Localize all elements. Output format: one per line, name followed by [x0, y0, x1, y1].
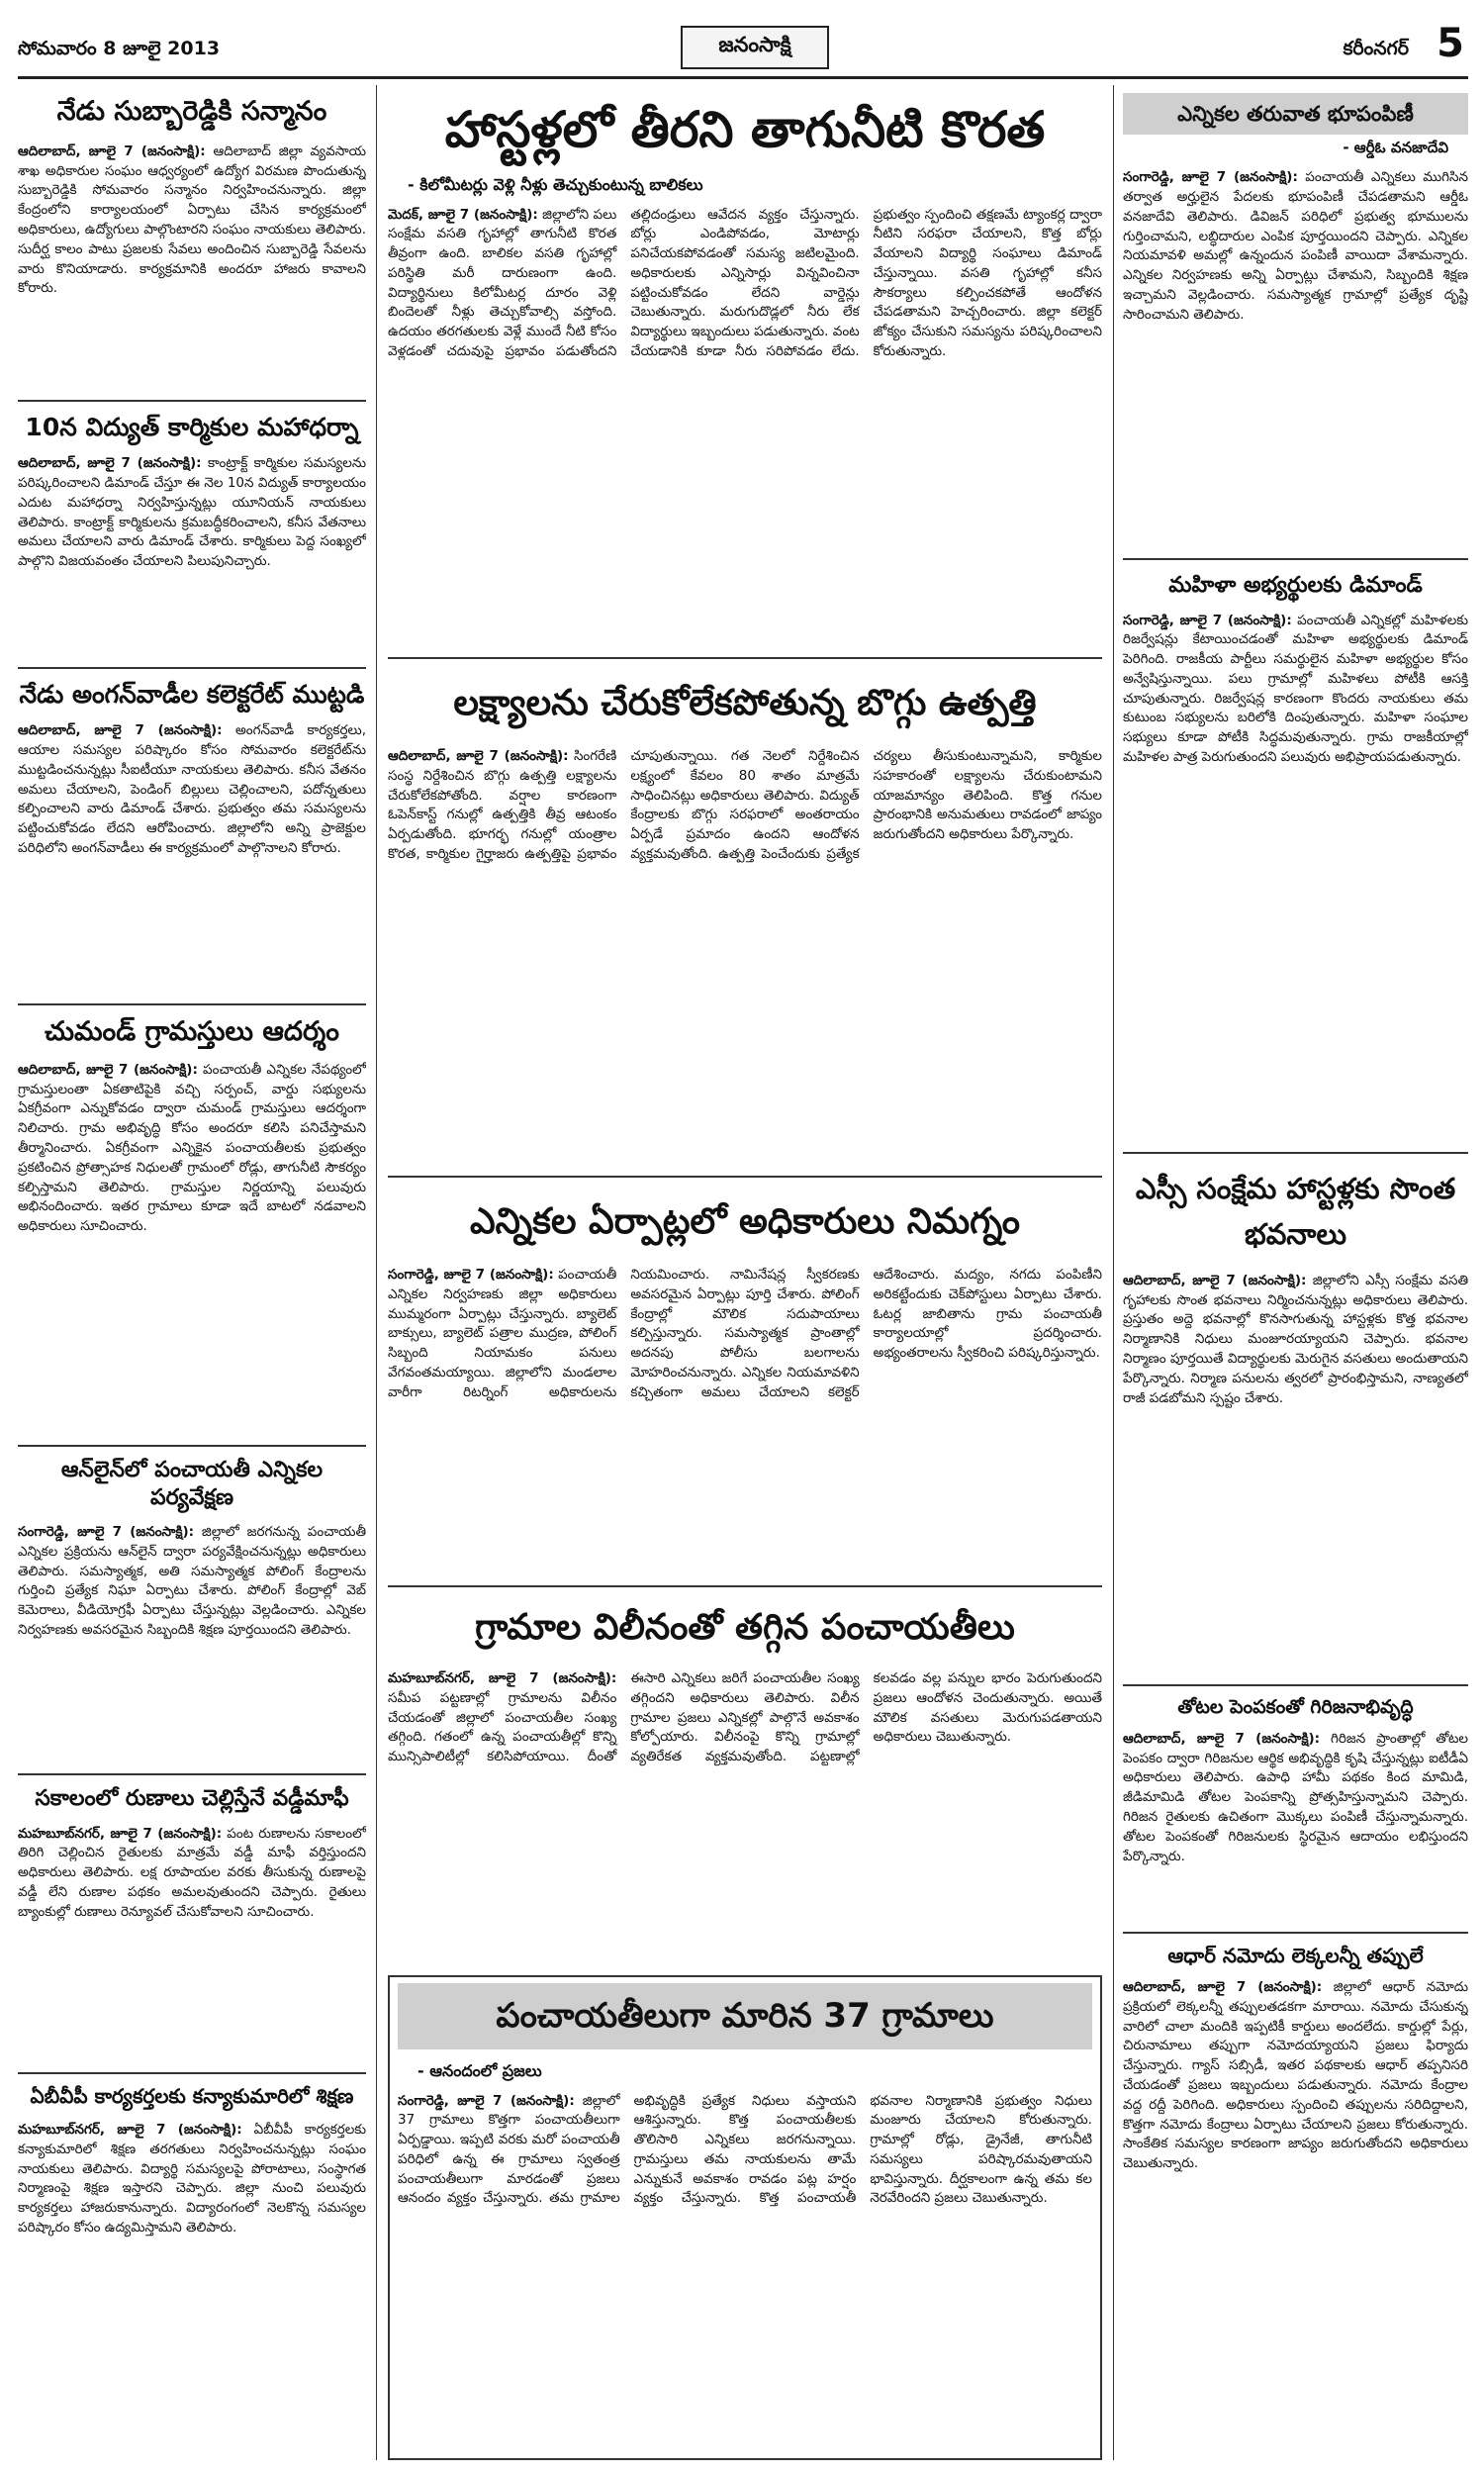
- dateline: మహబూబ్‌నగర్, జూలై 7 (జనంసాక్షి):: [18, 2122, 242, 2138]
- article-headline: 10న విద్యుత్ కార్మికుల మహాధర్నా: [25, 413, 359, 441]
- dateline: మహబూబ్‌నగర్, జూలై 7 (జనంసాక్షి):: [388, 1670, 617, 1686]
- right-column: [1123, 85, 1468, 2460]
- article-body: పంచాయతీ ఎన్నికల నిర్వహణకు జిల్లా అధికారులు ముమ్మరంగా ఏర్పాట్లు చేస్తున్నారు. బ్యాలెట్ బాక్సులు, బ్యాలెట్ పత్రాల ముద్రణ, పోలింగ్ సిబ్బంది నియామకం పనులు వేగవంతమయ్యాయి. జిల్లాలోని మండలాల వారీగా రిటర్నింగ్ అధికారులను నియమించారు. నామినేషన్ల స్వీకరణకు అవసరమైన ఏర్పాట్లు పూర్తి చేశారు. పోలింగ్ కేంద్రాల్లో మౌలిక సదుపాయాలు కల్పిస్తున్నారు. సమస్యాత్మక ప్రాంతాల్లో అదనపు పోలీసు బలగాలను మోహరించనున్నారు. ఎన్నికల నియమావళిని కచ్చితంగా అమలు చేయాలని కలెక్టర్ ఆదేశించారు. మద్యం, నగదు పంపిణీని అరికట్టేందుకు చెక్‌పోస్టులు ఏర్పాటు చేశారు. ఓటర్ల జాబితాను గ్రామ పంచాయతీ కార్యాలయాల్లో ప్రదర్శించారు. అభ్యంతరాలను స్వీకరించి పరిష్కరిస్తున్నారు.: [388, 1267, 1102, 1400]
- article-headline: ఎన్నికల తరువాత భూపంపిణీ: [1123, 93, 1468, 135]
- dateline: సంగారెడ్డి, జూలై 7 (జనంసాక్షి):: [1123, 612, 1292, 628]
- issue-date: సోమవారం 8 జూలై 2013: [18, 38, 221, 59]
- article-headline: నేడు సుబ్బారెడ్డికి సన్మానం: [56, 96, 327, 127]
- article-headline: తోటల పెంపకంతో గిరిజనాభివృద్ధి: [1177, 1696, 1414, 1718]
- article: [1123, 1686, 1468, 1932]
- article-subtitle: - కిలోమీటర్లు వెళ్లి నీళ్లు తెచ్చుకుంటున్న బాలికలు: [408, 174, 703, 194]
- article: [18, 1005, 366, 1445]
- article-body: సింగరేణి సంస్థ నిర్దేశించిన బొగ్గు ఉత్పత్తి లక్ష్యాలను చేరుకోలేకపోతోంది. వర్షాల కారణంగా ఓపెన్‌కాస్ట్ గనుల్లో ఉత్పత్తికి తీవ్ర ఆటంకం ఏర్పడుతోంది. భూగర్భ గనుల్లో యంత్రాల కొరత, కార్మికుల గైర్హాజరు ఉత్పత్తిపై ప్రభావం చూపుతున్నాయి. గత నెలలో నిర్దేశించిన లక్ష్యంలో కేవలం 80 శాతం మాత్రమే సాధించినట్లు అధికారులు తెలిపారు. విద్యుత్ కేంద్రాలకు బొగ్గు సరఫరాలో అంతరాయం ఏర్పడే ప్రమాదం ఉందని ఆందోళన వ్యక్తమవుతోంది. ఉత్పత్తి పెంచేందుకు ప్రత్యేక చర్యలు తీసుకుంటున్నామని, కార్మికుల సహకారంతో లక్ష్యాలను చేరుకుంటామని యాజమాన్యం తెలిపింది. కొత్త గనుల ప్రారంభానికి అనుమతులు రావడంలో జాప్యం జరుగుతోందని అధికారులు పేర్కొన్నారు.: [388, 748, 1102, 862]
- article: [18, 2074, 366, 2460]
- article-body: జిల్లాలోని ఎస్సీ సంక్షేమ వసతి గృహాలకు సొంత భవనాలు నిర్మించనున్నట్లు అధికారులు తెలిపారు. ప్రస్తుతం అద్దె భవనాల్లో కొనసాగుతున్న హాస్టళ్లకు కొత్త భవనాల నిర్మాణానికి నిధులు మంజూరయ్యాయని చెప్పారు. భవనాల నిర్మాణం పూర్తయితే విద్యార్థులకు మెరుగైన వసతులు అందుతాయని పేర్కొన్నారు. నిర్మాణ పనులను త్వరలో ప్రారంభిస్తామని, నాణ్యతలో రాజీ పడబోమని స్పష్టం చేశారు.: [1123, 1272, 1468, 1406]
- article-body: పంచాయతీ ఎన్నికల నేపథ్యంలో గ్రామస్తులంతా ఏకతాటిపైకి వచ్చి సర్పంచ్, వార్డు సభ్యులను ఏకగ్రీవంగా ఎన్నుకోవడం ద్వారా చుమండ్ గ్రామస్తులు ఆదర్శంగా నిలిచారు. గ్రామ అభివృద్ధి కోసం అందరూ కలిసి పనిచేస్తామని తీర్మానించారు. ఏకగ్రీవంగా ఎన్నికైన పంచాయతీలకు ప్రభుత్వం ప్రకటించిన ప్రోత్సాహక నిధులతో గ్రామంలో రోడ్లు, తాగునీటి సౌకర్యం కల్పిస్తామని తెలిపారు. గ్రామస్తుల నిర్ణయాన్ని పలువురు అభినందించారు. ఇతర గ్రామాలు కూడా ఇదే బాటలో నడవాలని అధికారులు సూచించారు.: [18, 1061, 366, 1235]
- article: [1123, 1934, 1468, 2458]
- article-body: పంట రుణాలను సకాలంలో తిరిగి చెల్లించిన రైతులకు మాత్రమే వడ్డీ మాఫీ వర్తిస్తుందని అధికారులు తెలిపారు. లక్ష రూపాయల వరకు తీసుకున్న రుణాలపై వడ్డీ లేని రుణాల పథకం అమలవుతుందని చెప్పారు. రైతులు బ్యాంకుల్లో రుణాలు రెన్యూవల్ చేసుకోవాలని సూచించారు.: [18, 1825, 366, 1920]
- article: [1123, 1154, 1468, 1684]
- dateline: ఆదిలాబాద్, జూలై 7 (జనంసాక్షి):: [18, 455, 202, 472]
- article: [388, 1178, 1102, 1585]
- article-headline: లక్ష్యాలను చేరుకోలేకపోతున్న బొగ్గు ఉత్పత్తి: [453, 683, 1037, 723]
- dateline: ఆదిలాబాద్, జూలై 7 (జనంసాక్షి):: [1123, 1979, 1323, 1995]
- center-column: [388, 85, 1102, 2460]
- article-body: జిల్లాలో 37 గ్రామాలు కొత్తగా పంచాయతీలుగా ఏర్పడ్డాయి. ఇప్పటి వరకు మరో పంచాయతీ పరిధిలో ఉన్న ఈ గ్రామాలు స్వతంత్ర పంచాయతీలుగా మారడంతో ప్రజలు ఆనందం వ్యక్తం చేస్తున్నారు. తమ గ్రామాల అభివృద్ధికి ప్రత్యేక నిధులు వస్తాయని ఆశిస్తున్నారు. కొత్త పంచాయతీలకు తొలిసారి ఎన్నికలు జరగనున్నాయి. గ్రామస్తులు తమ నాయకులను తామే ఎన్నుకునే అవకాశం రావడం పట్ల హర్షం వ్యక్తం చేస్తున్నారు. కొత్త పంచాయతీ భవనాల నిర్మాణానికి ప్రభుత్వం నిధులు మంజూరు చేయాలని కోరుతున్నారు. గ్రామాల్లో రోడ్లు, డ్రైనేజీ, తాగునీటి సమస్యలు పరిష్కారమవుతాయని భావిస్తున్నారు. దీర్ఘకాలంగా ఉన్న తమ కల నెరవేరిందని ప్రజలు చెబుతున్నారు.: [398, 2092, 1092, 2207]
- article: [1123, 85, 1468, 558]
- dateline: సంగారెడ్డి, జూలై 7 (జనంసాక్షి):: [1123, 169, 1298, 186]
- article-headline: సకాలంలో రుణాలు చెల్లిస్తేనే వడ్డీమాఫీ: [35, 1786, 349, 1811]
- dateline: మెదక్, జూలై 7 (జనంసాక్షి):: [388, 206, 538, 223]
- article: [18, 1447, 366, 1773]
- article: [18, 85, 366, 400]
- article: [388, 1587, 1102, 1975]
- article-headline: ఆధార్ నమోదు లెక్కలన్నీ తప్పులే: [1167, 1944, 1424, 1967]
- article-headline: గ్రామాల విలీనంతో తగ్గిన పంచాయతీలు: [475, 1607, 1015, 1648]
- dateline: ఆదిలాబాద్, జూలై 7 (జనంసాక్షి):: [18, 722, 223, 739]
- left-column: [18, 85, 366, 2460]
- dateline: సంగారెడ్డి, జూలై 7 (జనంసాక్షి):: [388, 1267, 554, 1283]
- article-body: ఏబీవీపీ కార్యకర్తలకు కన్యాకుమారిలో శిక్షణ తరగతులు నిర్వహించనున్నట్లు సంఘం నాయకులు తెలిపారు. విద్యార్థి సమస్యలపై పోరాటాలు, సంస్థాగత నిర్మాణంపై శిక్షణ ఇస్తారని చెప్పారు. జిల్లా నుంచి పలువురు కార్యకర్తలు హాజరుకానున్నారు. విద్యారంగంలో నెలకొన్న సమస్యల పరిష్కారం కోసం ఉద్యమిస్తామని తెలిపారు.: [18, 2122, 366, 2236]
- article: [18, 669, 366, 1003]
- article-headline: ఎన్నికల ఏర్పాట్లలో అధికారులు నిమగ్నం: [470, 1201, 1020, 1242]
- article-headline: చుమండ్ గ్రామస్తులు ఆదర్శం: [45, 1016, 339, 1047]
- article-body: జిల్లాలోని పలు సంక్షేమ వసతి గృహాల్లో తాగునీటి కొరత తీవ్రంగా ఉంది. బాలికల వసతి గృహాల్లో పరిస్థితి మరీ దారుణంగా ఉంది. విద్యార్థినులు కిలోమీటర్ల దూరం వెళ్లి బిందెలతో నీళ్లు తెచ్చుకోవాల్సి వస్తోంది. ఉదయం తరగతులకు వెళ్లే ముందే నీటి కోసం వెళ్లడంతో చదువుపై ప్రభావం పడుతోందని తల్లిదండ్రులు ఆవేదన వ్యక్తం చేస్తున్నారు. బోర్లు ఎండిపోవడం, మోటార్లు పనిచేయకపోవడంతో సమస్య జటిలమైంది. అధికారులకు ఎన్నిసార్లు విన్నవించినా పట్టించుకోవడం లేదని వార్డెన్లు చెబుతున్నారు. మరుగుదొడ్లలో నీరు లేక విద్యార్థులు ఇబ్బందులు పడుతున్నారు. వంట చేయడానికి కూడా నీరు సరిపోవడం లేదు. ప్రభుత్వం స్పందించి తక్షణమే ట్యాంకర్ల ద్వారా నీటిని సరఫరా చేయాలని, కొత్త బోర్లు వేయాలని విద్యార్థి సంఘాలు డిమాండ్ చేస్తున్నాయి. వసతి గృహాల్లో కనీస సౌకర్యాలు కల్పించకపోతే ఆందోళన చేపడతామని హెచ్చరించారు. జిల్లా కలెక్టర్ జోక్యం చేసుకుని సమస్యను పరిష్కరించాలని కోరుతున్నారు.: [388, 206, 1102, 360]
- paper-logo: జనంసాక్షి: [681, 26, 829, 69]
- column-divider: [1113, 85, 1114, 2460]
- page-number: 5: [1437, 21, 1464, 66]
- article-headline: మహిళా అభ్యర్థులకు డిమాండ్: [1168, 573, 1423, 598]
- article-body: ఆదిలాబాద్ జిల్లా వ్యవసాయ శాఖ అధికారుల సంఘం ఆధ్వర్యంలో ఉద్యోగ విరమణ పొందుతున్న సుబ్బారెడ్డికి సోమవారం సన్మానం నిర్వహించనున్నారు. జిల్లా కేంద్రంలోని కార్యాలయంలో ఏర్పాటు చేసిన కార్యక్రమంలో అధికారులు, ఉద్యోగులు పాల్గొంటారని సంఘం నాయకులు తెలిపారు. సుదీర్ఘ కాలం పాటు ప్రజలకు సేవలు అందించిన సుబ్బారెడ్డి సేవలను వారు కొనియాడారు. కార్యక్రమానికి అందరూ హాజరు కావాలని కోరారు.: [18, 143, 366, 297]
- article-body: అంగన్‌వాడీ కార్యకర్తలు, ఆయాల సమస్యల పరిష్కారం కోసం సోమవారం కలెక్టరేట్‌ను ముట్టడించనున్నట్లు సీఐటీయూ నాయకులు తెలిపారు. కనీస వేతనం అమలు చేయాలని, పెండింగ్ బిల్లులు చెల్లించాలని, పదోన్నతులు కల్పించాలని వారు డిమాండ్ చేశారు. ప్రభుత్వం తమ సమస్యలను పట్టించుకోవడం లేదని ఆరోపించారు. జిల్లాలోని అన్ని ప్రాజెక్టుల పరిధిలోని అంగన్‌వాడీలు ఈ కార్యక్రమంలో పాల్గొనాలని కోరారు.: [18, 722, 366, 857]
- article-headline: నేడు అంగన్‌వాడీల కలెక్టరేట్ ముట్టడి: [19, 680, 365, 709]
- dateline: ఆదిలాబాద్, జూలై 7 (జనంసాక్షి):: [1123, 1730, 1321, 1747]
- article-body: గిరిజన ప్రాంతాల్లో తోటల పెంపకం ద్వారా గిరిజనుల ఆర్థిక అభివృద్ధికి కృషి చేస్తున్నట్లు ఐటీడీఏ అధికారులు తెలిపారు. ఉపాధి హామీ పథకం కింద మామిడి, జీడిమామిడి తోటల పెంపకాన్ని ప్రోత్సహిస్తున్నామని చెప్పారు. గిరిజన రైతులకు ఉచితంగా మొక్కలు పంపిణీ చేస్తున్నామన్నారు. తోటల పెంపకంతో గిరిజనులకు స్థిరమైన ఆదాయం లభిస్తుందని పేర్కొన్నారు.: [1123, 1730, 1468, 1864]
- article-body: జిల్లాలో జరగనున్న పంచాయతీ ఎన్నికల ప్రక్రియను ఆన్‌లైన్ ద్వారా పర్యవేక్షించనున్నట్లు అధికారులు తెలిపారు. సమస్యాత్మక, అతి సమస్యాత్మక పోలింగ్ కేంద్రాలను గుర్తించి ప్రత్యేక నిఘా ఏర్పాటు చేశారు. పోలింగ్ కేంద్రాల్లో వెబ్ కెమెరాలు, వీడియోగ్రఫీ ఏర్పాటు చేస్తున్నట్లు వెల్లడించారు. ఎన్నికల నిర్వహణకు అవసరమైన సిబ్బందికి శిక్షణ పూర్తయిందని తెలిపారు.: [18, 1524, 366, 1638]
- dateline: ఆదిలాబాద్, జూలై 7 (జనంసాక్షి):: [18, 143, 206, 159]
- article: [388, 659, 1102, 1176]
- article: [388, 85, 1102, 657]
- article-body: పంచాయతీ ఎన్నికల్లో మహిళలకు రిజర్వేషన్లు కేటాయించడంతో మహిళా అభ్యర్థులకు డిమాండ్ పెరిగింది. రాజకీయ పార్టీలు సమర్థులైన మహిళా అభ్యర్థుల కోసం అన్వేషిస్తున్నాయి. పలు గ్రామాల్లో మహిళలు పోటీకి ఆసక్తి చూపుతున్నారు. రిజర్వేషన్ల కారణంగా కొందరు నాయకులు తమ కుటుంబ సభ్యులను బరిలోకి దింపుతున్నారు. మహిళా సంఘాల సభ్యులు కూడా పోటీకి సిద్ధమవుతున్నారు. గ్రామ రాజకీయాల్లో మహిళల పాత్ర పెరుగుతుందని పలువురు అభిప్రాయపడుతున్నారు.: [1123, 612, 1468, 766]
- district-name: కరీంనగర్: [1343, 38, 1409, 59]
- page-header: [18, 8, 1468, 79]
- dateline: ఆదిలాబాద్, జూలై 7 (జనంసాక్షి):: [1123, 1272, 1307, 1288]
- dateline: సంగారెడ్డి, జూలై 7 (జనంసాక్షి):: [398, 2092, 575, 2109]
- dateline: ఆదిలాబాద్, జూలై 7 (జనంసాక్షి):: [388, 748, 569, 764]
- article-headline: పంచాయతీలుగా మారిన 37 గ్రామాలు: [398, 1983, 1092, 2049]
- article-body: సమీప పట్టణాల్లో గ్రామాలను విలీనం చేయడంతో జిల్లాలో పంచాయతీల సంఖ్య తగ్గింది. గతంలో ఉన్న పంచాయతీల్లో కొన్ని మున్సిపాలిటీల్లో కలిసిపోయాయి. దీంతో ఈసారి ఎన్నికలు జరిగే పంచాయతీల సంఖ్య తగ్గిందని అధికారులు తెలిపారు. విలీన గ్రామాల ప్రజలు ఎన్నికల్లో పాల్గొనే అవకాశం కోల్పోయారు. విలీనంపై కొన్ని గ్రామాల్లో వ్యతిరేకత వ్యక్తమవుతోంది. పట్టణాల్లో కలవడం వల్ల పన్నుల భారం పెరుగుతుందని ప్రజలు ఆందోళన చెందుతున్నారు. అయితే మౌలిక వసతులు మెరుగుపడతాయని అధికారులు చెబుతున్నారు.: [388, 1670, 1102, 1765]
- article-byline: - ఆర్డీఓ వనజాదేవి: [1343, 139, 1448, 157]
- article: [18, 402, 366, 667]
- article-headline: ఆన్‌లైన్‌లో పంచాయతీ ఎన్నికల పర్యవేక్షణ: [60, 1458, 324, 1510]
- article: [1123, 560, 1468, 1152]
- dateline: మహబూబ్‌నగర్, జూలై 7 (జనంసాక్షి):: [18, 1825, 223, 1842]
- article-body: పంచాయతీ ఎన్నికలు ముగిసిన తర్వాత అర్హులైన పేదలకు భూపంపిణీ చేపడతామని ఆర్డీఓ వనజాదేవి తెలిపారు. డివిజన్ పరిధిలో ప్రభుత్వ భూములను గుర్తించామని, లబ్ధిదారుల ఎంపిక పూర్తయిందని చెప్పారు. ఎన్నికల నియమావళి అమల్లో ఉన్నందున పంపిణీ వాయిదా వేశామన్నారు. ఎన్నికల నిర్వహణకు అన్ని ఏర్పాట్లు చేశామని, సిబ్బందికి శిక్షణ ఇచ్చామని వెల్లడించారు. సమస్యాత్మక గ్రామాల్లో ప్రత్యేక దృష్టి సారించామని తెలిపారు.: [1123, 169, 1468, 323]
- article-headline: హాస్టళ్లలో తీరని తాగునీటి కొరత: [444, 101, 1046, 158]
- article-body: కాంట్రాక్ట్ కార్మికుల సమస్యలను పరిష్కరించాలని డిమాండ్ చేస్తూ ఈ నెల 10న విద్యుత్ కార్యాలయం ఎదుట మహాధర్నా నిర్వహిస్తున్నట్లు యూనియన్ నాయకులు తెలిపారు. కాంట్రాక్ట్ కార్మికులను క్రమబద్ధీకరించాలని, కనీస వేతనాలు అమలు చేయాలని వారు డిమాండ్ చేశారు. కార్మికులు పెద్ద సంఖ్యలో పాల్గొని విజయవంతం చేయాలని పిలుపునిచ్చారు.: [18, 455, 366, 570]
- column-divider: [376, 85, 377, 2460]
- article-subtitle: - ఆనందంలో ప్రజలు: [417, 2060, 542, 2080]
- article-headline: ఏబీవీపీ కార్యకర్తలకు కన్యాకుమారిలో శిక్షణ: [30, 2084, 354, 2108]
- dateline: సంగారెడ్డి, జూలై 7 (జనంసాక్షి):: [18, 1524, 195, 1540]
- article: [18, 1775, 366, 2072]
- article: [388, 1975, 1102, 2460]
- dateline: ఆదిలాబాద్, జూలై 7 (జనంసాక్షి):: [18, 1061, 198, 1078]
- article-headline: ఎస్సీ సంక్షేమ హాస్టళ్లకు సొంత భవనాలు: [1135, 1172, 1456, 1252]
- article-body: జిల్లాలో ఆధార్ నమోదు ప్రక్రియలో లెక్కలన్నీ తప్పులతడకగా మారాయి. నమోదు చేసుకున్న వారిలో చాలా మందికి ఇప్పటికీ కార్డులు అందలేదు. కార్డుల్లో పేర్లు, చిరునామాలు తప్పుగా నమోదయ్యాయని ప్రజలు ఫిర్యాదు చేస్తున్నారు. గ్యాస్ సబ్సిడీ, ఇతర పథకాలకు ఆధార్ తప్పనిసరి చేయడంతో ప్రజలు ఇబ్బందులు పడుతున్నారు. నమోదు కేంద్రాల వద్ద రద్దీ పెరిగింది. అధికారులు స్పందించి తప్పులను సరిదిద్దాలని, కొత్తగా నమోదు కేంద్రాలు ఏర్పాటు చేయాలని ప్రజలు కోరుతున్నారు. సాంకేతిక సమస్యల కారణంగా జాప్యం జరుగుతోందని అధికారులు చెబుతున్నారు.: [1123, 1979, 1468, 2172]
